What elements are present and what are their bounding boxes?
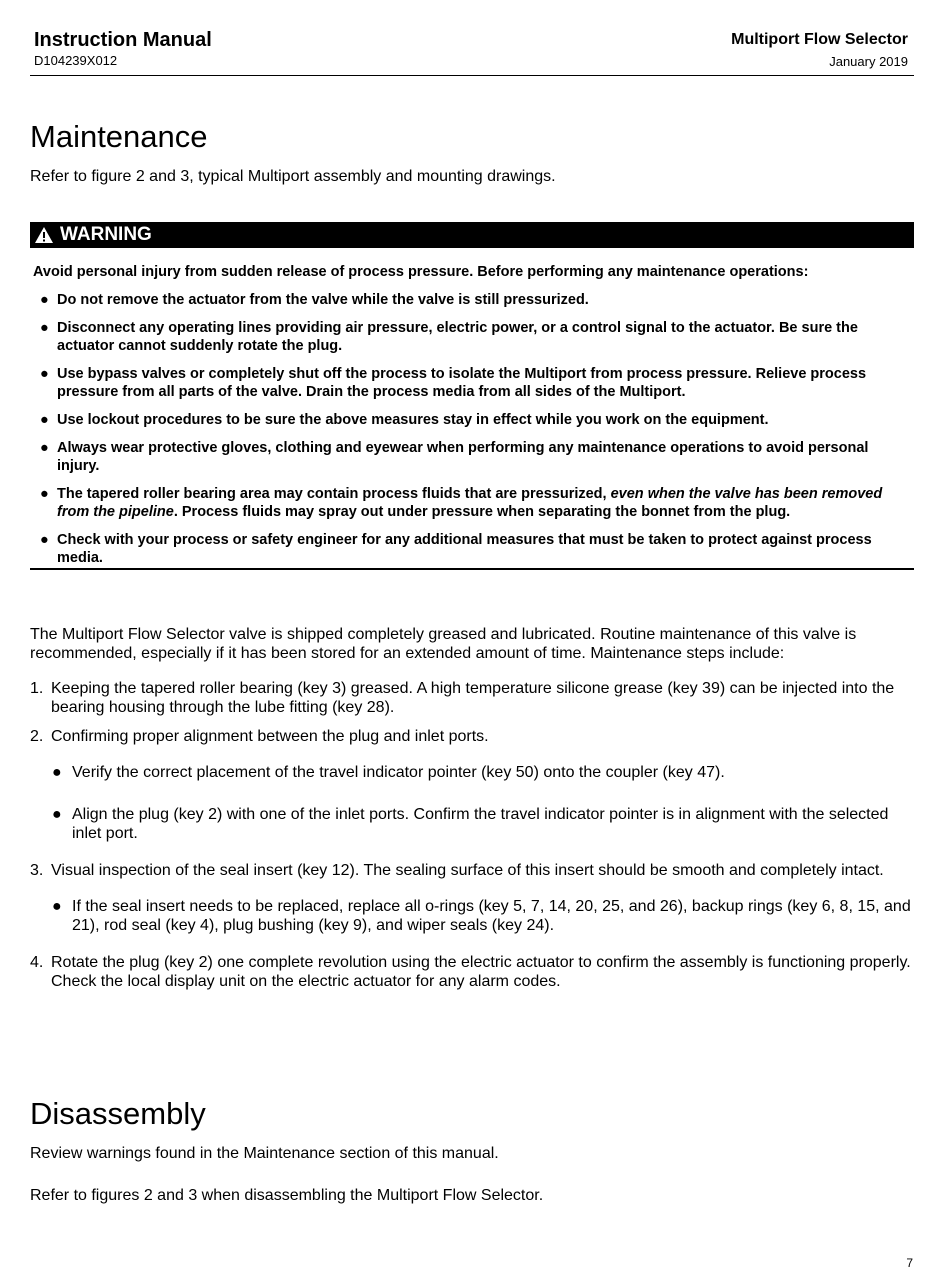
warning-bullet-item [33,485,911,521]
maintenance-step [30,727,914,746]
warning-bullet-list [33,291,911,567]
warning-bullet-text: The tapered roller bearing area may contain process fluids that are pressurized, [57,486,611,502]
maintenance-steps-list [30,679,914,991]
bullet-marker: ● [40,292,49,308]
warning-bullet-text: Always wear protective gloves, clothing and eyewear when performing any maintenance operations to avoid personal injury. [57,440,869,474]
bullet-marker: ● [40,440,49,456]
bullet-marker: ● [40,320,49,336]
warning-banner [30,222,914,248]
step-sub-bullet [30,805,914,843]
warning-bullet-item [33,439,911,475]
warning-intro: Avoid personal injury from sudden release of process pressure. Before performing any maintenance operations: [33,264,809,280]
bullet-marker: ● [40,486,49,502]
warning-bullet-item [33,531,911,567]
step-text: Visual inspection of the seal insert (key 12). The sealing surface of this insert should be smooth and completely intact. [51,862,884,879]
document-number: D104239X012 [34,53,118,68]
disassembly-para-1: Review warnings found in the Maintenance section of this manual. [30,1145,499,1162]
warning-bullet-item [33,319,911,355]
bullet-marker: ● [40,532,49,548]
step-text: Keeping the tapered roller bearing (key 3) greased. A high temperature silicone grease (key 39) can be injected into the bearing housing through the lube fitting (key 28). [51,680,895,716]
maintenance-step [30,861,914,880]
warning-bullet-text: Disconnect any operating lines providing air pressure, electric power, or a control signal to the actuator. Be sure the actuator cannot suddenly rotate the plug. [57,320,858,354]
maintenance-body: The Multiport Flow Selector valve is shipped completely greased and lubricated. Routine maintenance of this valve is recommended, especially if it has been stored for an extended amount of time. Maintenance steps include: [30,626,857,662]
step-number: 2. [30,728,44,745]
step-sub-bullet [30,763,914,782]
warning-bullet-item [33,365,911,401]
header-right [731,30,908,70]
bullet-marker: ● [52,764,62,781]
sub-bullet-text: Verify the correct placement of the travel indicator pointer (key 50) onto the coupler (key 47). [72,764,725,781]
warning-bullet-text: Do not remove the actuator from the valve while the valve is still pressurized. [57,292,589,308]
product-name: Multiport Flow Selector [731,31,908,48]
warning-label: WARNING [60,224,152,245]
maintenance-intro: Refer to figure 2 and 3, typical Multiport assembly and mounting drawings. [30,168,556,185]
maintenance-step [30,953,914,991]
step-text: Confirming proper alignment between the plug and inlet ports. [51,728,489,745]
warning-bullet-item [33,411,911,429]
bullet-marker: ● [52,806,62,823]
warning-triangle-icon [34,225,54,245]
step-number: 1. [30,680,44,697]
maintenance-step [30,679,914,717]
bullet-marker: ● [40,366,49,382]
publication-date: January 2019 [829,54,908,69]
header-divider [30,75,914,76]
disassembly-heading: Disassembly [30,1096,206,1131]
step-text: Rotate the plug (key 2) one complete revolution using the electric actuator to confirm the assembly is functioning properly. Check the local display unit on the electric actuator for any alarm codes. [51,954,911,990]
warning-bullet-emphasis: even when the valve has been removed from the pipeline [57,486,883,520]
warning-bullet-text: . Process fluids may spray out under pressure when separating the bonnet from the plug. [173,504,791,520]
page-number: 7 [906,1256,913,1270]
bullet-marker: ● [52,898,62,915]
step-sub-bullet [30,897,914,935]
sub-bullet-text: Align the plug (key 2) with one of the inlet ports. Confirm the travel indicator pointer is in alignment with the selected inlet port. [72,806,889,842]
sub-bullet-text: If the seal insert needs to be replaced, replace all o-rings (key 5, 7, 14, 20, 25, and 26), backup rings (key 6, 8, 15, and 21), rod seal (key 4), plug bushing (key 9), and wiper seals (key 24). [72,898,911,934]
header-left [34,28,212,69]
step-number: 4. [30,954,44,971]
step-number: 3. [30,862,44,879]
warning-bullet-text: Check with your process or safety engineer for any additional measures that must be taken to protect against process media. [57,532,872,566]
warning-body [33,263,911,577]
warning-bullet-text: Use lockout procedures to be sure the above measures stay in effect while you work on the equipment. [57,412,769,428]
warning-bullet-text: Use bypass valves or completely shut off the process to isolate the Multiport from process pressure. Relieve process pressure from all parts of the valve. Drain the process media from all sides of the Multiport. [57,366,867,400]
disassembly-para-2: Refer to figures 2 and 3 when disassembling the Multiport Flow Selector. [30,1187,544,1204]
warning-bottom-rule [30,568,914,570]
maintenance-heading: Maintenance [30,119,208,154]
manual-title: Instruction Manual [34,29,212,51]
bullet-marker: ● [40,412,49,428]
warning-bullet-item [33,291,911,309]
